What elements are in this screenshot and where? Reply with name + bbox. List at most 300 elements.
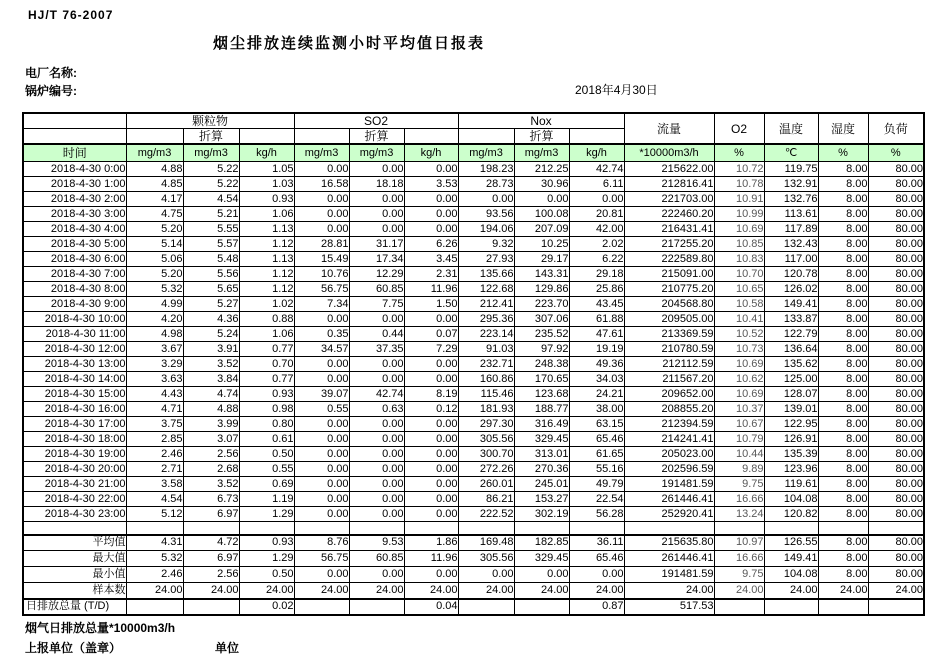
cell: 47.61 <box>569 327 624 342</box>
cell: 216431.41 <box>624 222 714 237</box>
unit-cell: kg/h <box>569 144 624 162</box>
cell: 8.00 <box>818 372 868 387</box>
cell: 86.21 <box>458 492 514 507</box>
cell: 10.91 <box>714 192 764 207</box>
cell: 1.13 <box>239 222 294 237</box>
cell: 133.87 <box>764 312 818 327</box>
cell: 80.00 <box>868 312 924 327</box>
cell: 8.00 <box>818 327 868 342</box>
cell: 6.73 <box>183 492 239 507</box>
row-time: 2018-4-30 15:00 <box>23 387 126 402</box>
table-row <box>23 535 924 551</box>
cell: 36.11 <box>569 535 624 551</box>
cell: 10.99 <box>714 207 764 222</box>
cell: 5.22 <box>183 162 239 177</box>
cell: 0.00 <box>404 447 458 462</box>
table-row <box>23 583 924 599</box>
cell: 0.50 <box>239 567 294 583</box>
cell: 307.06 <box>514 312 569 327</box>
cell: 24.00 <box>714 583 764 599</box>
cell: 10.44 <box>714 447 764 462</box>
cell: 11.96 <box>404 551 458 567</box>
cell: 272.26 <box>458 462 514 477</box>
cell: 93.56 <box>458 207 514 222</box>
cell: 115.46 <box>458 387 514 402</box>
cell: 1.12 <box>239 267 294 282</box>
cell: 49.79 <box>569 477 624 492</box>
cell: 0.00 <box>294 462 349 477</box>
cell: 2.56 <box>183 447 239 462</box>
cell: 205023.00 <box>624 447 714 462</box>
cell: 80.00 <box>868 237 924 252</box>
cell: 1.13 <box>239 252 294 267</box>
cell: 261446.41 <box>624 551 714 567</box>
row-time: 2018-4-30 21:00 <box>23 477 126 492</box>
cell: 8.00 <box>818 432 868 447</box>
cell: 0.00 <box>458 567 514 583</box>
cell: 235.52 <box>514 327 569 342</box>
cell: 42.74 <box>569 162 624 177</box>
converted-label-nox: 折算 <box>514 129 569 145</box>
col-group-nox: Nox <box>458 113 624 129</box>
cell: 80.00 <box>868 267 924 282</box>
cell: 55.16 <box>569 462 624 477</box>
table-row <box>23 342 924 357</box>
cell: 223.14 <box>458 327 514 342</box>
cell <box>714 599 764 615</box>
cell: 4.17 <box>126 192 183 207</box>
table-row <box>23 267 924 282</box>
cell: 0.00 <box>349 477 404 492</box>
cell: 0.00 <box>404 222 458 237</box>
cell: 24.00 <box>818 583 868 599</box>
cell: 305.56 <box>458 432 514 447</box>
table-row <box>23 327 924 342</box>
cell: 6.97 <box>183 551 239 567</box>
cell: 212816.41 <box>624 177 714 192</box>
cell <box>458 599 514 615</box>
cell: 34.57 <box>294 342 349 357</box>
cell: 0.00 <box>294 417 349 432</box>
cell: 3.29 <box>126 357 183 372</box>
cell: 215091.00 <box>624 267 714 282</box>
cell: 0.00 <box>294 192 349 207</box>
cell: 0.00 <box>294 312 349 327</box>
cell: 129.86 <box>514 282 569 297</box>
cell: 3.84 <box>183 372 239 387</box>
cell: 169.48 <box>458 535 514 551</box>
cell <box>349 522 404 535</box>
cell: 122.79 <box>764 327 818 342</box>
cell: 10.85 <box>714 237 764 252</box>
cell: 80.00 <box>868 417 924 432</box>
cell: 0.63 <box>349 402 404 417</box>
cell: 8.00 <box>818 282 868 297</box>
cell: 10.25 <box>514 237 569 252</box>
cell: 80.00 <box>868 535 924 551</box>
cell: 4.88 <box>183 402 239 417</box>
time-column-header: 时间 <box>23 144 126 162</box>
cell <box>183 522 239 535</box>
unit-cell: ℃ <box>764 144 818 162</box>
cell: 80.00 <box>868 327 924 342</box>
cell: 80.00 <box>868 567 924 583</box>
cell: 60.85 <box>349 551 404 567</box>
cell: 208855.20 <box>624 402 714 417</box>
cell: 24.21 <box>569 387 624 402</box>
cell: 0.00 <box>349 222 404 237</box>
cell: 0.00 <box>349 462 404 477</box>
cell: 181.93 <box>458 402 514 417</box>
table-row <box>23 417 924 432</box>
row-time: 2018-4-30 17:00 <box>23 417 126 432</box>
cell: 7.29 <box>404 342 458 357</box>
cell: 0.69 <box>239 477 294 492</box>
cell: 119.61 <box>764 477 818 492</box>
cell: 104.08 <box>764 567 818 583</box>
row-time: 2018-4-30 13:00 <box>23 357 126 372</box>
cell: 305.56 <box>458 551 514 567</box>
cell: 212.41 <box>458 297 514 312</box>
cell: 0.00 <box>404 207 458 222</box>
cell: 27.93 <box>458 252 514 267</box>
cell: 0.00 <box>294 567 349 583</box>
cell: 9.75 <box>714 477 764 492</box>
cell: 329.45 <box>514 432 569 447</box>
cell: 5.27 <box>183 297 239 312</box>
cell: 31.17 <box>349 237 404 252</box>
cell: 139.01 <box>764 402 818 417</box>
cell: 0.00 <box>349 162 404 177</box>
cell: 0.44 <box>349 327 404 342</box>
cell: 1.19 <box>239 492 294 507</box>
table-body <box>23 162 924 615</box>
cell: 30.96 <box>514 177 569 192</box>
cell: 0.93 <box>239 387 294 402</box>
cell: 0.00 <box>349 312 404 327</box>
row-label: 日排放总量 (T/D) <box>23 599 126 615</box>
cell: 10.83 <box>714 252 764 267</box>
cell: 126.91 <box>764 432 818 447</box>
cell: 5.12 <box>126 507 183 522</box>
page-title: 烟尘排放连续监测小时平均值日报表 <box>213 35 486 52</box>
cell: 80.00 <box>868 507 924 522</box>
cell: 6.26 <box>404 237 458 252</box>
cell: 5.56 <box>183 267 239 282</box>
cell: 215635.80 <box>624 535 714 551</box>
row-time: 2018-4-30 11:00 <box>23 327 126 342</box>
cell: 1.06 <box>239 207 294 222</box>
cell: 149.41 <box>764 551 818 567</box>
cell: 22.54 <box>569 492 624 507</box>
cell: 10.69 <box>714 357 764 372</box>
table-row <box>23 599 924 615</box>
cell <box>569 522 624 535</box>
cell: 1.86 <box>404 535 458 551</box>
cell: 80.00 <box>868 192 924 207</box>
cell: 29.17 <box>514 252 569 267</box>
cell: 5.21 <box>183 207 239 222</box>
cell: 80.00 <box>868 342 924 357</box>
cell: 4.85 <box>126 177 183 192</box>
cell: 5.55 <box>183 222 239 237</box>
cell: 5.24 <box>183 327 239 342</box>
cell: 297.30 <box>458 417 514 432</box>
col-header-humidity: 湿度 <box>818 113 868 144</box>
cell: 80.00 <box>868 387 924 402</box>
cell: 313.01 <box>514 447 569 462</box>
unit-cell: mg/m3 <box>349 144 404 162</box>
cell: 56.75 <box>294 282 349 297</box>
cell: 2.46 <box>126 447 183 462</box>
cell: 3.52 <box>183 357 239 372</box>
table-row <box>23 387 924 402</box>
cell: 222589.80 <box>624 252 714 267</box>
header-empty-cell <box>569 129 624 145</box>
cell: 117.89 <box>764 222 818 237</box>
table-row <box>23 162 924 177</box>
cell: 0.70 <box>239 357 294 372</box>
cell: 0.00 <box>404 477 458 492</box>
cell: 232.71 <box>458 357 514 372</box>
cell: 10.65 <box>714 282 764 297</box>
cell: 0.88 <box>239 312 294 327</box>
unit-cell: kg/h <box>404 144 458 162</box>
cell: 10.37 <box>714 402 764 417</box>
cell: 3.52 <box>183 477 239 492</box>
cell: 0.55 <box>239 462 294 477</box>
cell: 202596.59 <box>624 462 714 477</box>
cell: 0.77 <box>239 342 294 357</box>
cell: 209505.00 <box>624 312 714 327</box>
cell: 213369.59 <box>624 327 714 342</box>
unit-cell: *10000m3/h <box>624 144 714 162</box>
cell: 8.00 <box>818 507 868 522</box>
cell: 80.00 <box>868 372 924 387</box>
cell: 80.00 <box>868 357 924 372</box>
cell: 0.00 <box>404 567 458 583</box>
cell: 8.00 <box>818 297 868 312</box>
cell: 0.04 <box>404 599 458 615</box>
cell: 0.00 <box>349 372 404 387</box>
cell: 9.75 <box>714 567 764 583</box>
cell: 10.79 <box>714 432 764 447</box>
cell: 8.00 <box>818 162 868 177</box>
cell <box>183 599 239 615</box>
row-label: 最小值 <box>23 567 126 583</box>
cell: 9.89 <box>714 462 764 477</box>
cell: 43.45 <box>569 297 624 312</box>
unit-cell: mg/m3 <box>294 144 349 162</box>
cell: 210780.59 <box>624 342 714 357</box>
cell: 10.58 <box>714 297 764 312</box>
row-time: 2018-4-30 8:00 <box>23 282 126 297</box>
cell: 223.70 <box>514 297 569 312</box>
cell: 10.41 <box>714 312 764 327</box>
cell: 260.01 <box>458 477 514 492</box>
cell: 261446.41 <box>624 492 714 507</box>
cell: 0.00 <box>349 192 404 207</box>
cell: 80.00 <box>868 177 924 192</box>
cell: 0.02 <box>239 599 294 615</box>
cell: 8.00 <box>818 551 868 567</box>
cell <box>349 599 404 615</box>
cell: 215622.00 <box>624 162 714 177</box>
table-row <box>23 282 924 297</box>
cell: 0.00 <box>514 192 569 207</box>
col-header-flow: 流量 <box>624 113 714 144</box>
cell: 8.00 <box>818 252 868 267</box>
cell: 12.29 <box>349 267 404 282</box>
cell: 24.00 <box>514 583 569 599</box>
header-empty-cell <box>458 129 514 145</box>
cell: 270.36 <box>514 462 569 477</box>
unit-cell: mg/m3 <box>126 144 183 162</box>
cell: 329.45 <box>514 551 569 567</box>
cell: 300.70 <box>458 447 514 462</box>
cell: 65.46 <box>569 551 624 567</box>
cell: 8.00 <box>818 447 868 462</box>
cell: 0.00 <box>404 417 458 432</box>
cell: 49.36 <box>569 357 624 372</box>
cell: 4.75 <box>126 207 183 222</box>
cell: 80.00 <box>868 282 924 297</box>
cell: 123.96 <box>764 462 818 477</box>
cell: 0.00 <box>294 207 349 222</box>
row-time: 2018-4-30 19:00 <box>23 447 126 462</box>
row-time: 2018-4-30 2:00 <box>23 192 126 207</box>
cell: 8.00 <box>818 567 868 583</box>
table-row <box>23 312 924 327</box>
cell: 2.68 <box>183 462 239 477</box>
cell: 113.61 <box>764 207 818 222</box>
cell: 135.62 <box>764 357 818 372</box>
cell: 316.49 <box>514 417 569 432</box>
cell: 135.39 <box>764 447 818 462</box>
cell: 6.11 <box>569 177 624 192</box>
row-time: 2018-4-30 1:00 <box>23 177 126 192</box>
cell: 24.00 <box>349 583 404 599</box>
unit-cell: mg/m3 <box>183 144 239 162</box>
row-time: 2018-4-30 5:00 <box>23 237 126 252</box>
row-time: 2018-4-30 6:00 <box>23 252 126 267</box>
cell: 132.43 <box>764 237 818 252</box>
cell: 37.35 <box>349 342 404 357</box>
cell: 209652.00 <box>624 387 714 402</box>
cell: 10.52 <box>714 327 764 342</box>
header-empty-cell <box>23 129 126 145</box>
cell: 0.00 <box>404 192 458 207</box>
cell: 4.31 <box>126 535 183 551</box>
cell: 3.75 <box>126 417 183 432</box>
cell: 8.00 <box>818 417 868 432</box>
table-row <box>23 207 924 222</box>
unit-cell: % <box>868 144 924 162</box>
cell: 0.93 <box>239 192 294 207</box>
cell: 0.00 <box>294 492 349 507</box>
cell: 0.00 <box>458 192 514 207</box>
cell <box>818 599 868 615</box>
cell: 4.98 <box>126 327 183 342</box>
header-empty-cell <box>239 129 294 145</box>
cell: 128.07 <box>764 387 818 402</box>
cell <box>624 522 714 535</box>
cell: 16.66 <box>714 551 764 567</box>
cell: 80.00 <box>868 297 924 312</box>
row-time: 2018-4-30 7:00 <box>23 267 126 282</box>
cell: 8.00 <box>818 237 868 252</box>
cell <box>714 522 764 535</box>
cell: 80.00 <box>868 162 924 177</box>
table-row <box>23 237 924 252</box>
cell: 80.00 <box>868 222 924 237</box>
cell: 0.00 <box>569 192 624 207</box>
cell: 24.00 <box>239 583 294 599</box>
table-row <box>23 522 924 535</box>
cell: 24.00 <box>404 583 458 599</box>
cell: 9.53 <box>349 535 404 551</box>
row-label: 样本数 <box>23 583 126 599</box>
cell: 104.08 <box>764 492 818 507</box>
cell <box>514 522 569 535</box>
cell: 7.75 <box>349 297 404 312</box>
table-row <box>23 252 924 267</box>
cell: 0.00 <box>404 372 458 387</box>
cell: 80.00 <box>868 207 924 222</box>
col-header-o2: O2 <box>714 113 764 144</box>
cell: 8.00 <box>818 402 868 417</box>
table-row <box>23 222 924 237</box>
cell: 222460.20 <box>624 207 714 222</box>
cell: 135.66 <box>458 267 514 282</box>
cell: 5.20 <box>126 222 183 237</box>
cell: 91.03 <box>458 342 514 357</box>
cell: 80.00 <box>868 432 924 447</box>
cell: 10.78 <box>714 177 764 192</box>
cell: 9.32 <box>458 237 514 252</box>
cell: 119.75 <box>764 162 818 177</box>
row-time: 2018-4-30 23:00 <box>23 507 126 522</box>
cell: 0.12 <box>404 402 458 417</box>
spacer-cell <box>23 522 126 535</box>
cell: 126.02 <box>764 282 818 297</box>
cell: 3.91 <box>183 342 239 357</box>
cell: 0.00 <box>349 492 404 507</box>
cell: 0.98 <box>239 402 294 417</box>
cell: 0.00 <box>404 162 458 177</box>
cell: 10.67 <box>714 417 764 432</box>
cell: 0.00 <box>294 357 349 372</box>
table-row <box>23 357 924 372</box>
cell: 80.00 <box>868 252 924 267</box>
cell <box>126 522 183 535</box>
cell <box>868 522 924 535</box>
cell: 120.78 <box>764 267 818 282</box>
report-date: 2018年4月30日 <box>575 83 658 97</box>
cell: 222.52 <box>458 507 514 522</box>
cell: 80.00 <box>868 477 924 492</box>
cell: 17.34 <box>349 252 404 267</box>
col-header-temperature: 温度 <box>764 113 818 144</box>
cell: 212112.59 <box>624 357 714 372</box>
cell: 1.02 <box>239 297 294 312</box>
cell: 0.00 <box>294 222 349 237</box>
cell: 24.00 <box>294 583 349 599</box>
row-time: 2018-4-30 4:00 <box>23 222 126 237</box>
cell: 8.00 <box>818 192 868 207</box>
reporting-unit-label: 上报单位（盖章） <box>25 641 122 655</box>
table-row <box>23 477 924 492</box>
